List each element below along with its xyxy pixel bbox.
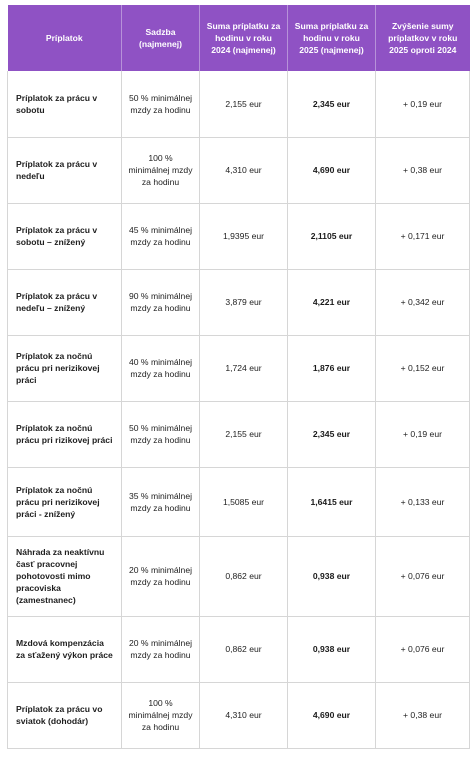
table-row [8, 401, 470, 467]
amount-2024: 0,862 eur [200, 536, 288, 616]
amount-2025: 0,938 eur [288, 616, 376, 682]
surcharge-name: Mzdová kompenzácia za sťažený výkon práce [8, 616, 122, 682]
surcharge-name: Príplatok za prácu v nedeľu – znížený [8, 269, 122, 335]
surcharge-rate: 50 % minimálnej mzdy za hodinu [122, 71, 200, 137]
surcharge-rate: 100 % minimálnej mzdy za hodinu [122, 682, 200, 748]
increase-amount: + 0,342 eur [376, 269, 470, 335]
increase-amount: + 0,171 eur [376, 203, 470, 269]
surcharge-rate: 50 % minimálnej mzdy za hodinu [122, 401, 200, 467]
amount-2024: 2,155 eur [200, 401, 288, 467]
surcharge-name: Príplatok za nočnú prácu pri rizikovej práci [8, 401, 122, 467]
surcharge-rate: 20 % minimálnej mzdy za hodinu [122, 616, 200, 682]
table-row [8, 536, 470, 616]
increase-amount: + 0,076 eur [376, 616, 470, 682]
surcharge-rate: 40 % minimálnej mzdy za hodinu [122, 335, 200, 401]
table-header [8, 5, 470, 71]
amount-2025: 2,1105 eur [288, 203, 376, 269]
table-row [8, 137, 470, 203]
surcharge-rate: 35 % minimálnej mzdy za hodinu [122, 467, 200, 536]
increase-amount: + 0,19 eur [376, 401, 470, 467]
surcharge-name: Príplatok za prácu v sobotu [8, 71, 122, 137]
amount-2024: 1,9395 eur [200, 203, 288, 269]
table-row [8, 682, 470, 748]
surcharge-rate: 90 % minimálnej mzdy za hodinu [122, 269, 200, 335]
header-surcharge: Príplatok [8, 5, 122, 71]
surcharge-name: Príplatok za prácu v sobotu – znížený [8, 203, 122, 269]
amount-2025: 4,690 eur [288, 137, 376, 203]
surcharge-name: Príplatok za prácu vo sviatok (dohodár) [8, 682, 122, 748]
amount-2024: 4,310 eur [200, 137, 288, 203]
increase-amount: + 0,133 eur [376, 467, 470, 536]
increase-amount: + 0,38 eur [376, 137, 470, 203]
header-amount-2025: Suma príplatku za hodinu v roku 2025 (najmenej) [288, 5, 376, 71]
table-row [8, 467, 470, 536]
amount-2025: 1,876 eur [288, 335, 376, 401]
surcharge-name: Príplatok za prácu v nedeľu [8, 137, 122, 203]
table-row [8, 335, 470, 401]
amount-2025: 4,221 eur [288, 269, 376, 335]
increase-amount: + 0,076 eur [376, 536, 470, 616]
increase-amount: + 0,152 eur [376, 335, 470, 401]
surcharge-table [7, 5, 470, 749]
table-row [8, 616, 470, 682]
amount-2025: 0,938 eur [288, 536, 376, 616]
surcharge-rate: 20 % minimálnej mzdy za hodinu [122, 536, 200, 616]
amount-2025: 4,690 eur [288, 682, 376, 748]
surcharge-rate: 100 % minimálnej mzdy za hodinu [122, 137, 200, 203]
amount-2024: 1,724 eur [200, 335, 288, 401]
surcharge-name: Náhrada za neaktívnu časť pracovnej pohotovosti mimo pracoviska (zamestnanec) [8, 536, 122, 616]
surcharge-name: Príplatok za nočnú prácu pri nerizikovej práci [8, 335, 122, 401]
surcharge-name: Príplatok za nočnú prácu pri nerizikovej práci - znížený [8, 467, 122, 536]
surcharge-rate: 45 % minimálnej mzdy za hodinu [122, 203, 200, 269]
amount-2024: 3,879 eur [200, 269, 288, 335]
header-increase: Zvýšenie sumy príplatkov v roku 2025 oproti 2024 [376, 5, 470, 71]
amount-2024: 1,5085 eur [200, 467, 288, 536]
amount-2024: 4,310 eur [200, 682, 288, 748]
table-body [8, 71, 470, 748]
header-rate: Sadzba (najmenej) [122, 5, 200, 71]
header-amount-2024: Suma príplatku za hodinu v roku 2024 (najmenej) [200, 5, 288, 71]
amount-2024: 0,862 eur [200, 616, 288, 682]
table-row [8, 71, 470, 137]
amount-2025: 2,345 eur [288, 71, 376, 137]
amount-2024: 2,155 eur [200, 71, 288, 137]
table-row [8, 269, 470, 335]
increase-amount: + 0,38 eur [376, 682, 470, 748]
amount-2025: 1,6415 eur [288, 467, 376, 536]
increase-amount: + 0,19 eur [376, 71, 470, 137]
amount-2025: 2,345 eur [288, 401, 376, 467]
table-row [8, 203, 470, 269]
